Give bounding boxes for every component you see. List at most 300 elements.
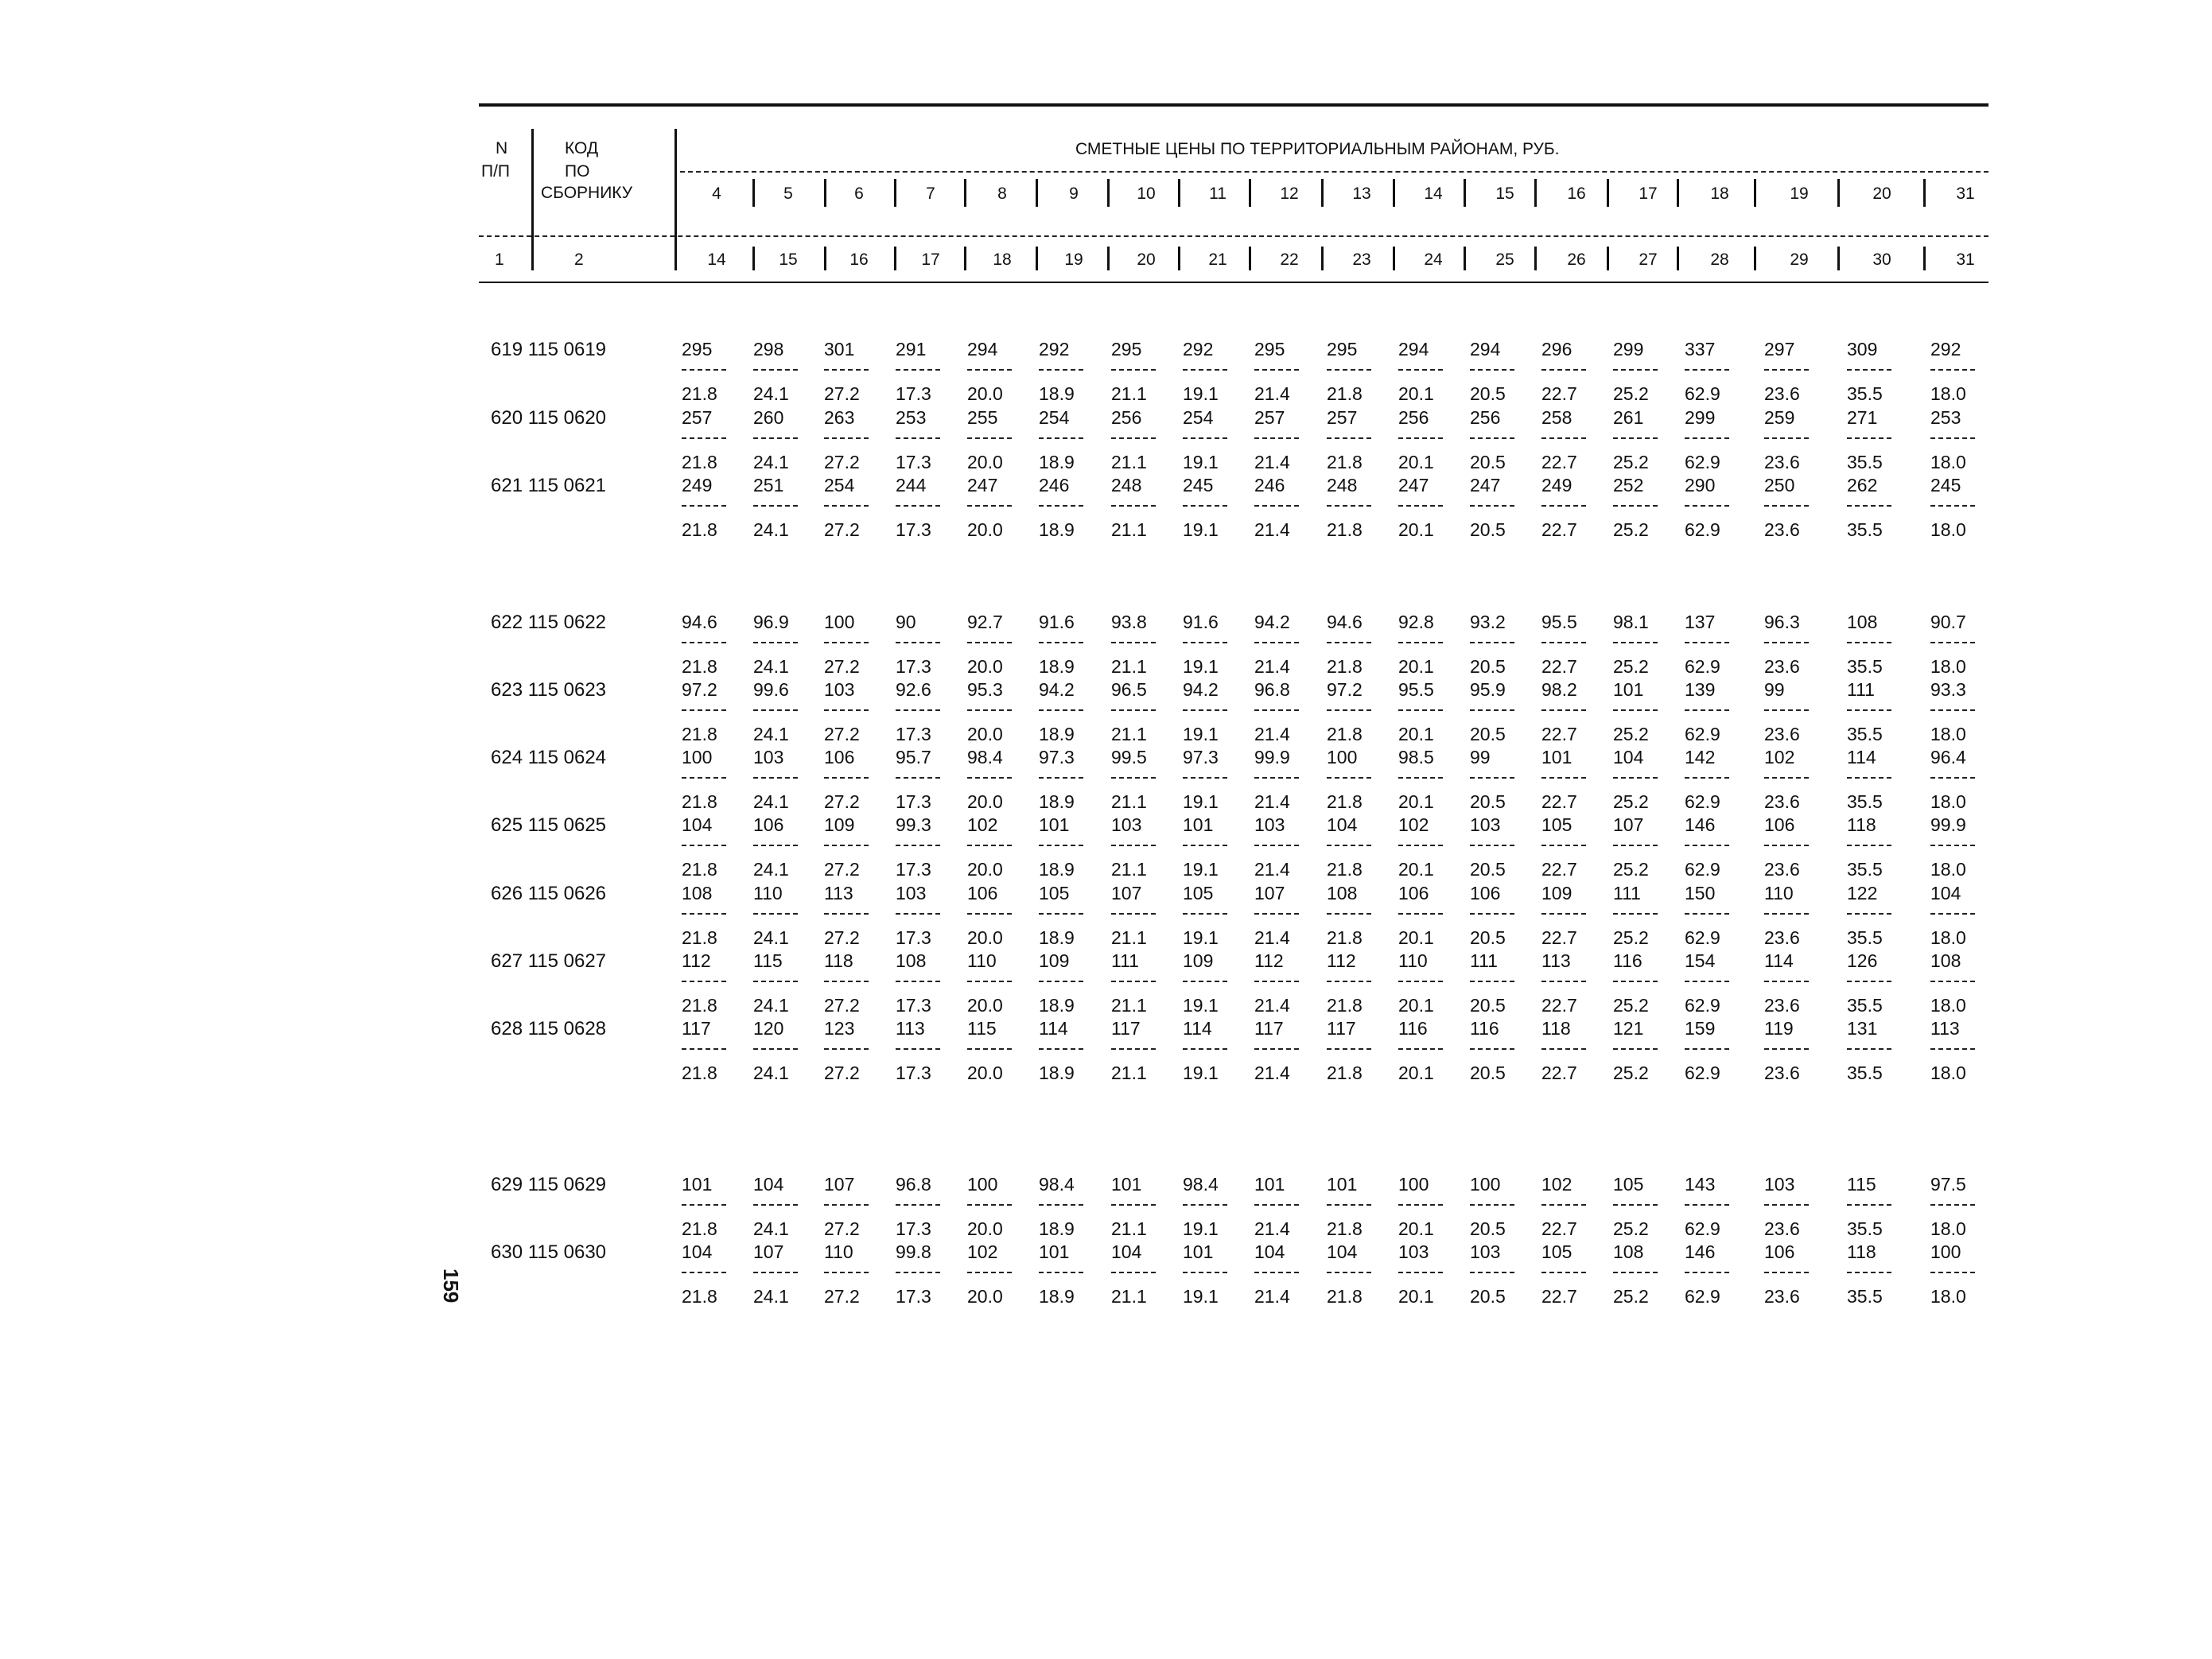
region-separator bbox=[1178, 179, 1180, 207]
fraction-dash bbox=[1847, 777, 1891, 779]
region-separator bbox=[1249, 179, 1251, 207]
fraction-dash bbox=[896, 437, 940, 439]
fraction-dash bbox=[824, 1272, 869, 1273]
fraction-dash bbox=[1930, 437, 1975, 439]
coefficient-cell: 24.1 bbox=[753, 859, 789, 880]
fraction-dash bbox=[1254, 777, 1299, 779]
colnum-separator bbox=[894, 247, 896, 270]
row-code: 623 115 0623 bbox=[491, 679, 607, 701]
price-cell: 98.4 bbox=[1039, 1174, 1075, 1195]
coefficient-cell: 21.1 bbox=[1111, 519, 1147, 540]
price-cell: 114 bbox=[1183, 1018, 1212, 1039]
coefficient-cell: 20.1 bbox=[1398, 1063, 1434, 1083]
fraction-dash bbox=[1470, 1204, 1514, 1206]
price-cell: 146 bbox=[1685, 814, 1716, 835]
coefficient-cell: 18.9 bbox=[1039, 452, 1075, 472]
col1-header-pp: П/П bbox=[481, 162, 511, 181]
price-cell: 106 bbox=[1764, 1241, 1795, 1262]
fraction-dash bbox=[1541, 505, 1586, 507]
price-cell: 104 bbox=[1327, 814, 1358, 835]
fraction-dash bbox=[1847, 1048, 1891, 1050]
price-cell: 110 bbox=[753, 883, 783, 903]
coefficient-cell: 21.8 bbox=[682, 995, 717, 1016]
fraction-dash bbox=[896, 1048, 940, 1050]
coefficient-cell: 35.5 bbox=[1847, 791, 1883, 812]
price-cell: 108 bbox=[1613, 1241, 1644, 1262]
coefficient-cell: 19.1 bbox=[1183, 656, 1219, 677]
price-cell: 102 bbox=[967, 1241, 998, 1262]
colnum: 21 bbox=[1208, 251, 1227, 269]
coefficient-cell: 20.1 bbox=[1398, 995, 1434, 1016]
coefficient-cell: 62.9 bbox=[1685, 791, 1720, 812]
price-cell: 117 bbox=[1254, 1018, 1284, 1039]
price-cell: 252 bbox=[1613, 475, 1644, 495]
fraction-dash bbox=[824, 1204, 869, 1206]
fraction-dash bbox=[824, 913, 869, 915]
price-cell: 100 bbox=[824, 612, 855, 632]
price-cell: 107 bbox=[1613, 814, 1644, 835]
coefficient-cell: 20.0 bbox=[967, 724, 1003, 744]
price-cell: 113 bbox=[824, 883, 853, 903]
fraction-dash bbox=[1685, 505, 1729, 507]
coefficient-cell: 35.5 bbox=[1847, 724, 1883, 744]
price-cell: 98.5 bbox=[1398, 747, 1434, 767]
fraction-dash bbox=[824, 709, 869, 711]
price-cell: 112 bbox=[1254, 950, 1284, 971]
fraction-dash bbox=[1398, 437, 1443, 439]
coefficient-cell: 20.5 bbox=[1470, 656, 1506, 677]
price-cell: 122 bbox=[1847, 883, 1878, 903]
fraction-dash bbox=[1847, 1204, 1891, 1206]
fraction-dash bbox=[1039, 777, 1083, 779]
price-cell: 254 bbox=[824, 475, 855, 495]
fraction-dash bbox=[1613, 369, 1658, 371]
coefficient-cell: 21.8 bbox=[1327, 724, 1363, 744]
price-cell: 118 bbox=[1847, 814, 1876, 835]
price-cell: 99.6 bbox=[753, 679, 789, 700]
price-cell: 249 bbox=[682, 475, 713, 495]
coefficient-cell: 21.8 bbox=[682, 724, 717, 744]
fraction-dash bbox=[1470, 709, 1514, 711]
fraction-dash bbox=[967, 981, 1012, 982]
fraction-dash bbox=[1930, 1272, 1975, 1273]
fraction-dash bbox=[682, 437, 726, 439]
coefficient-cell: 25.2 bbox=[1613, 859, 1649, 880]
fraction-dash bbox=[682, 845, 726, 846]
price-cell: 248 bbox=[1111, 475, 1142, 495]
price-cell: 96.5 bbox=[1111, 679, 1147, 700]
fraction-dash bbox=[967, 777, 1012, 779]
coefficient-cell: 24.1 bbox=[753, 452, 789, 472]
fraction-dash bbox=[682, 505, 726, 507]
fraction-dash bbox=[1685, 913, 1729, 915]
price-cell: 91.6 bbox=[1039, 612, 1075, 632]
price-cell: 94.2 bbox=[1183, 679, 1219, 700]
coefficient-cell: 20.1 bbox=[1398, 791, 1434, 812]
colnum-separator bbox=[1178, 247, 1180, 270]
coefficient-cell: 17.3 bbox=[896, 724, 931, 744]
coefficient-cell: 17.3 bbox=[896, 859, 931, 880]
coefficient-cell: 25.2 bbox=[1613, 383, 1649, 404]
coefficient-cell: 35.5 bbox=[1847, 1063, 1883, 1083]
coefficient-cell: 21.8 bbox=[1327, 656, 1363, 677]
fraction-dash bbox=[1764, 981, 1809, 982]
fraction-dash bbox=[896, 369, 940, 371]
coefficient-cell: 17.3 bbox=[896, 452, 931, 472]
coefficient-cell: 21.8 bbox=[682, 383, 717, 404]
price-cell: 123 bbox=[824, 1018, 855, 1039]
fraction-dash bbox=[1398, 1204, 1443, 1206]
header-separator-2 bbox=[674, 129, 677, 270]
fraction-dash bbox=[1541, 777, 1586, 779]
price-cell: 116 bbox=[1470, 1018, 1499, 1039]
fraction-dash bbox=[1111, 437, 1156, 439]
price-cell: 297 bbox=[1764, 339, 1795, 359]
header-dash-2 bbox=[479, 235, 1988, 237]
coefficient-cell: 62.9 bbox=[1685, 927, 1720, 948]
fraction-dash bbox=[1847, 369, 1891, 371]
fraction-dash bbox=[896, 505, 940, 507]
fraction-dash bbox=[1764, 505, 1809, 507]
main-header-title: СМЕТНЫЕ ЦЕНЫ ПО ТЕРРИТОРИАЛЬНЫМ РАЙОНАМ, РУБ. bbox=[1075, 140, 1560, 158]
price-cell: 249 bbox=[1541, 475, 1573, 495]
coefficient-cell: 25.2 bbox=[1613, 1063, 1649, 1083]
coefficient-cell: 17.3 bbox=[896, 1218, 931, 1239]
fraction-dash bbox=[967, 913, 1012, 915]
region-number: 18 bbox=[1710, 185, 1729, 203]
fraction-dash bbox=[1930, 1204, 1975, 1206]
price-cell: 255 bbox=[967, 407, 998, 428]
coefficient-cell: 20.0 bbox=[967, 859, 1003, 880]
fraction-dash bbox=[682, 913, 726, 915]
price-cell: 97.2 bbox=[682, 679, 717, 700]
price-cell: 118 bbox=[824, 950, 853, 971]
coefficient-cell: 24.1 bbox=[753, 791, 789, 812]
fraction-dash bbox=[1847, 437, 1891, 439]
fraction-dash bbox=[753, 1048, 798, 1050]
fraction-dash bbox=[682, 642, 726, 643]
region-separator bbox=[1464, 179, 1466, 207]
coefficient-cell: 20.1 bbox=[1398, 519, 1434, 540]
price-cell: 103 bbox=[753, 747, 784, 767]
coefficient-cell: 27.2 bbox=[824, 1218, 860, 1239]
price-cell: 292 bbox=[1039, 339, 1070, 359]
price-cell: 256 bbox=[1398, 407, 1429, 428]
colnum-separator bbox=[1107, 247, 1110, 270]
fraction-dash bbox=[967, 505, 1012, 507]
row-code: 629 115 0629 bbox=[491, 1174, 607, 1195]
fraction-dash bbox=[1398, 845, 1443, 846]
coefficient-cell: 21.8 bbox=[1327, 995, 1363, 1016]
price-cell: 98.4 bbox=[1183, 1174, 1219, 1195]
coefficient-cell: 23.6 bbox=[1764, 791, 1800, 812]
fraction-dash bbox=[1470, 437, 1514, 439]
fraction-dash bbox=[1764, 369, 1809, 371]
coefficient-cell: 18.0 bbox=[1930, 1286, 1966, 1307]
coefficient-cell: 27.2 bbox=[824, 995, 860, 1016]
coefficient-cell: 25.2 bbox=[1613, 656, 1649, 677]
price-cell: 291 bbox=[896, 339, 927, 359]
coefficient-cell: 25.2 bbox=[1613, 995, 1649, 1016]
fraction-dash bbox=[1685, 709, 1729, 711]
price-cell: 94.6 bbox=[682, 612, 717, 632]
coefficient-cell: 22.7 bbox=[1541, 859, 1577, 880]
price-cell: 103 bbox=[824, 679, 855, 700]
fraction-dash bbox=[1847, 981, 1891, 982]
fraction-dash bbox=[1764, 845, 1809, 846]
coefficient-cell: 21.1 bbox=[1111, 1218, 1147, 1239]
price-cell: 101 bbox=[1039, 814, 1070, 835]
fraction-dash bbox=[1930, 642, 1975, 643]
coefficient-cell: 24.1 bbox=[753, 724, 789, 744]
region-separator bbox=[1534, 179, 1537, 207]
fraction-dash bbox=[824, 437, 869, 439]
price-cell: 104 bbox=[1613, 747, 1644, 767]
price-cell: 159 bbox=[1685, 1018, 1716, 1039]
coefficient-cell: 21.8 bbox=[1327, 383, 1363, 404]
price-cell: 117 bbox=[682, 1018, 711, 1039]
price-cell: 106 bbox=[967, 883, 998, 903]
price-cell: 96.8 bbox=[1254, 679, 1290, 700]
fraction-dash bbox=[896, 845, 940, 846]
fraction-dash bbox=[1470, 913, 1514, 915]
coefficient-cell: 20.0 bbox=[967, 927, 1003, 948]
coefficient-cell: 24.1 bbox=[753, 383, 789, 404]
fraction-dash bbox=[753, 1204, 798, 1206]
fraction-dash bbox=[1470, 981, 1514, 982]
fraction-dash bbox=[1111, 981, 1156, 982]
row-code: 619 115 0619 bbox=[491, 339, 607, 360]
fraction-dash bbox=[1541, 1272, 1586, 1273]
coefficient-cell: 24.1 bbox=[753, 656, 789, 677]
fraction-dash bbox=[1111, 505, 1156, 507]
fraction-dash bbox=[1398, 1048, 1443, 1050]
price-cell: 257 bbox=[1254, 407, 1285, 428]
price-cell: 258 bbox=[1541, 407, 1573, 428]
price-cell: 105 bbox=[1039, 883, 1070, 903]
coefficient-cell: 62.9 bbox=[1685, 1286, 1720, 1307]
price-cell: 150 bbox=[1685, 883, 1716, 903]
fraction-dash bbox=[1685, 777, 1729, 779]
price-cell: 92.6 bbox=[896, 679, 931, 700]
fraction-dash bbox=[1470, 1272, 1514, 1273]
coefficient-cell: 21.1 bbox=[1111, 995, 1147, 1016]
coefficient-cell: 20.1 bbox=[1398, 724, 1434, 744]
coefficient-cell: 19.1 bbox=[1183, 1286, 1219, 1307]
price-cell: 103 bbox=[896, 883, 927, 903]
fraction-dash bbox=[1327, 1048, 1371, 1050]
price-cell: 294 bbox=[1398, 339, 1429, 359]
fraction-dash bbox=[1111, 1204, 1156, 1206]
header-separator-1 bbox=[531, 129, 534, 270]
fraction-dash bbox=[824, 505, 869, 507]
fraction-dash bbox=[1039, 845, 1083, 846]
colnum-separator bbox=[824, 247, 826, 270]
price-cell: 126 bbox=[1847, 950, 1878, 971]
coefficient-cell: 18.9 bbox=[1039, 1218, 1075, 1239]
price-cell: 100 bbox=[1930, 1241, 1961, 1262]
price-cell: 93.3 bbox=[1930, 679, 1966, 700]
price-cell: 103 bbox=[1470, 1241, 1501, 1262]
price-cell: 257 bbox=[1327, 407, 1358, 428]
price-cell: 131 bbox=[1847, 1018, 1878, 1039]
coefficient-cell: 24.1 bbox=[753, 519, 789, 540]
fraction-dash bbox=[1111, 1048, 1156, 1050]
price-cell: 94.2 bbox=[1039, 679, 1075, 700]
region-number: 7 bbox=[926, 185, 935, 203]
colnum: 15 bbox=[779, 251, 798, 269]
fraction-dash bbox=[1541, 437, 1586, 439]
fraction-dash bbox=[1039, 437, 1083, 439]
coefficient-cell: 27.2 bbox=[824, 1286, 860, 1307]
price-cell: 295 bbox=[1111, 339, 1142, 359]
fraction-dash bbox=[1327, 913, 1371, 915]
fraction-dash bbox=[1111, 777, 1156, 779]
coefficient-cell: 24.1 bbox=[753, 1063, 789, 1083]
price-cell: 111 bbox=[1470, 950, 1498, 971]
coefficient-cell: 21.8 bbox=[1327, 452, 1363, 472]
row-code: 630 115 0630 bbox=[491, 1241, 607, 1263]
fraction-dash bbox=[1685, 369, 1729, 371]
region-separator bbox=[1393, 179, 1395, 207]
fraction-dash bbox=[753, 505, 798, 507]
coefficient-cell: 18.0 bbox=[1930, 859, 1966, 880]
coefficient-cell: 20.1 bbox=[1398, 383, 1434, 404]
coefficient-cell: 19.1 bbox=[1183, 1218, 1219, 1239]
coefficient-cell: 20.5 bbox=[1470, 383, 1506, 404]
coefficient-cell: 18.9 bbox=[1039, 859, 1075, 880]
coefficient-cell: 21.4 bbox=[1254, 656, 1290, 677]
coefficient-cell: 35.5 bbox=[1847, 1286, 1883, 1307]
colnum: 28 bbox=[1710, 251, 1729, 269]
region-number: 6 bbox=[854, 185, 864, 203]
coefficient-cell: 62.9 bbox=[1685, 452, 1720, 472]
row-code: 622 115 0622 bbox=[491, 612, 607, 633]
price-cell: 109 bbox=[824, 814, 855, 835]
coefficient-cell: 19.1 bbox=[1183, 859, 1219, 880]
fraction-dash bbox=[824, 642, 869, 643]
region-separator bbox=[1607, 179, 1609, 207]
fraction-dash bbox=[1764, 437, 1809, 439]
price-cell: 90.7 bbox=[1930, 612, 1966, 632]
price-cell: 99.9 bbox=[1930, 814, 1966, 835]
coefficient-cell: 27.2 bbox=[824, 1063, 860, 1083]
price-cell: 298 bbox=[753, 339, 784, 359]
region-number: 31 bbox=[1956, 185, 1975, 203]
coefficient-cell: 21.4 bbox=[1254, 995, 1290, 1016]
fraction-dash bbox=[1930, 369, 1975, 371]
colnum-separator bbox=[1923, 247, 1926, 270]
price-cell: 92.8 bbox=[1398, 612, 1434, 632]
price-cell: 142 bbox=[1685, 747, 1716, 767]
price-cell: 115 bbox=[967, 1018, 997, 1039]
fraction-dash bbox=[682, 369, 726, 371]
price-cell: 106 bbox=[753, 814, 784, 835]
region-separator bbox=[1837, 179, 1840, 207]
header-rule-bottom bbox=[479, 282, 1988, 283]
price-cell: 247 bbox=[967, 475, 998, 495]
region-number: 14 bbox=[1424, 185, 1443, 203]
price-cell: 292 bbox=[1183, 339, 1214, 359]
coefficient-cell: 21.8 bbox=[682, 1063, 717, 1083]
row-code: 625 115 0625 bbox=[491, 814, 607, 836]
price-cell: 260 bbox=[753, 407, 784, 428]
price-cell: 292 bbox=[1930, 339, 1961, 359]
fraction-dash bbox=[1398, 913, 1443, 915]
price-cell: 111 bbox=[1111, 950, 1139, 971]
coefficient-cell: 23.6 bbox=[1764, 519, 1800, 540]
price-cell: 107 bbox=[824, 1174, 855, 1195]
fraction-dash bbox=[1398, 642, 1443, 643]
fraction-dash bbox=[1111, 369, 1156, 371]
coefficient-cell: 22.7 bbox=[1541, 1063, 1577, 1083]
price-cell: 245 bbox=[1183, 475, 1214, 495]
fraction-dash bbox=[967, 1272, 1012, 1273]
price-cell: 106 bbox=[1398, 883, 1429, 903]
coefficient-cell: 35.5 bbox=[1847, 927, 1883, 948]
colnum: 25 bbox=[1495, 251, 1514, 269]
coefficient-cell: 62.9 bbox=[1685, 656, 1720, 677]
fraction-dash bbox=[753, 913, 798, 915]
coefficient-cell: 62.9 bbox=[1685, 1063, 1720, 1083]
price-cell: 99.8 bbox=[896, 1241, 931, 1262]
price-cell: 95.7 bbox=[896, 747, 931, 767]
price-cell: 116 bbox=[1398, 1018, 1428, 1039]
price-cell: 105 bbox=[1183, 883, 1214, 903]
coefficient-cell: 20.5 bbox=[1470, 791, 1506, 812]
region-number: 13 bbox=[1352, 185, 1371, 203]
fraction-dash bbox=[1327, 845, 1371, 846]
coefficient-cell: 21.8 bbox=[1327, 1063, 1363, 1083]
price-cell: 295 bbox=[682, 339, 713, 359]
coefficient-cell: 20.0 bbox=[967, 1063, 1003, 1083]
coefficient-cell: 18.0 bbox=[1930, 452, 1966, 472]
coefficient-cell: 19.1 bbox=[1183, 791, 1219, 812]
price-cell: 103 bbox=[1764, 1174, 1795, 1195]
price-cell: 102 bbox=[967, 814, 998, 835]
top-rule bbox=[479, 103, 1988, 107]
coefficient-cell: 19.1 bbox=[1183, 452, 1219, 472]
coefficient-cell: 18.9 bbox=[1039, 724, 1075, 744]
coefficient-cell: 35.5 bbox=[1847, 656, 1883, 677]
row-code: 627 115 0627 bbox=[491, 950, 607, 972]
fraction-dash bbox=[1398, 981, 1443, 982]
col2-header-kod: КОД bbox=[565, 139, 599, 157]
fraction-dash bbox=[1039, 1048, 1083, 1050]
coefficient-cell: 22.7 bbox=[1541, 995, 1577, 1016]
price-cell: 110 bbox=[1398, 950, 1428, 971]
colnum-separator bbox=[1837, 247, 1840, 270]
price-cell: 100 bbox=[1327, 747, 1358, 767]
coefficient-cell: 24.1 bbox=[753, 995, 789, 1016]
coefficient-cell: 20.0 bbox=[967, 1286, 1003, 1307]
price-cell: 102 bbox=[1764, 747, 1795, 767]
coefficient-cell: 20.1 bbox=[1398, 1286, 1434, 1307]
fraction-dash bbox=[1327, 369, 1371, 371]
price-cell: 295 bbox=[1327, 339, 1358, 359]
price-cell: 102 bbox=[1541, 1174, 1573, 1195]
fraction-dash bbox=[1183, 709, 1227, 711]
fraction-dash bbox=[1254, 1048, 1299, 1050]
fraction-dash bbox=[1613, 437, 1658, 439]
coefficient-cell: 20.0 bbox=[967, 519, 1003, 540]
fraction-dash bbox=[682, 1204, 726, 1206]
coefficient-cell: 21.8 bbox=[1327, 859, 1363, 880]
fraction-dash bbox=[1541, 709, 1586, 711]
coefficient-cell: 22.7 bbox=[1541, 656, 1577, 677]
price-cell: 118 bbox=[1847, 1241, 1876, 1262]
coefficient-cell: 23.6 bbox=[1764, 452, 1800, 472]
